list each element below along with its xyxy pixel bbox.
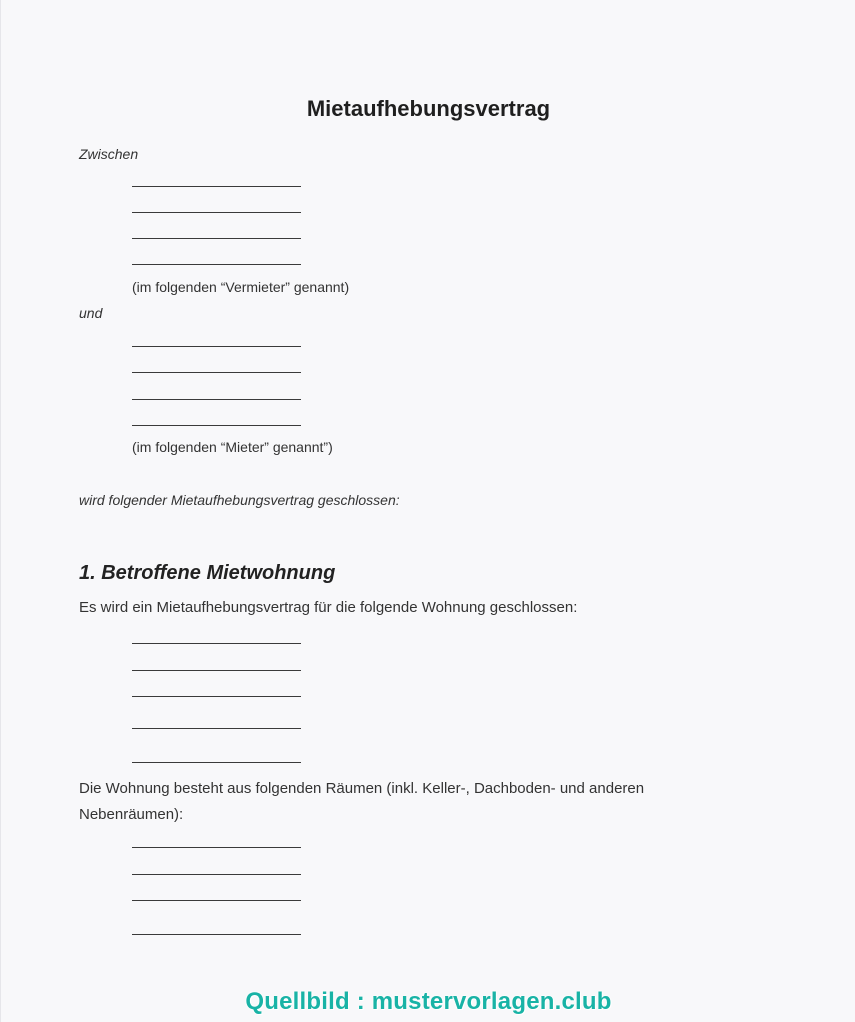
rooms-text-line-2: Nebenräumen): bbox=[79, 806, 184, 823]
tenant-field-line-2 bbox=[132, 372, 301, 373]
conclusion-text: wird folgender Mietaufhebungsvertrag geschlossen: bbox=[79, 492, 400, 508]
apartment-field-line-2 bbox=[132, 670, 301, 671]
rooms-text-line-1: Die Wohnung besteht aus folgenden Räumen (inkl. Keller-, Dachboden- und anderen bbox=[79, 780, 645, 797]
rooms-field-line-1 bbox=[132, 847, 301, 848]
section-1-intro: Es wird ein Mietaufhebungsvertrag für die folgende Wohnung geschlossen: bbox=[79, 599, 578, 616]
apartment-field-line-5 bbox=[132, 762, 301, 763]
landlord-field-line-2 bbox=[132, 212, 301, 213]
and-label: und bbox=[79, 305, 103, 321]
tenant-field-line-1 bbox=[132, 346, 301, 347]
between-label: Zwischen bbox=[79, 146, 139, 162]
tenant-field-line-3 bbox=[132, 399, 301, 400]
section-1-heading: 1. Betroffene Mietwohnung bbox=[79, 562, 336, 584]
apartment-field-line-1 bbox=[132, 643, 301, 644]
landlord-field-line-1 bbox=[132, 186, 301, 187]
source-watermark: Quellbild : mustervorlagen.club bbox=[245, 988, 612, 1015]
rooms-field-line-4 bbox=[132, 934, 301, 935]
tenant-note: (im folgenden “Mieter” genannt”) bbox=[132, 439, 333, 455]
rooms-field-line-3 bbox=[132, 900, 301, 901]
apartment-field-line-3 bbox=[132, 696, 301, 697]
rooms-field-line-2 bbox=[132, 874, 301, 875]
tenant-field-line-4 bbox=[132, 425, 301, 426]
landlord-field-line-4 bbox=[132, 264, 301, 265]
landlord-field-line-3 bbox=[132, 238, 301, 239]
apartment-field-line-4 bbox=[132, 728, 301, 729]
document-title: Mietaufhebungsvertrag bbox=[306, 96, 551, 121]
landlord-note: (im folgenden “Vermieter” genannt) bbox=[132, 279, 350, 295]
